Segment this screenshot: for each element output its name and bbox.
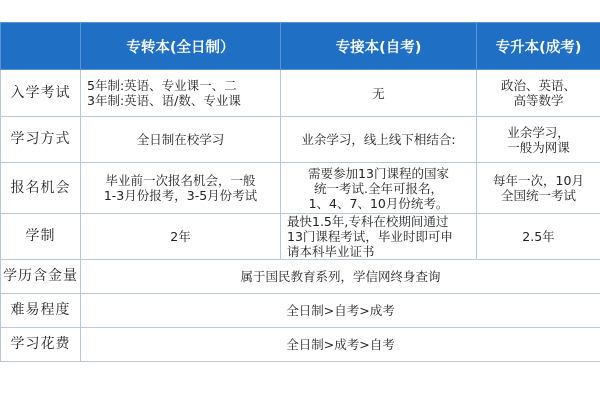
cell-value-merged: 属于国民教育系列，学信网终身查询 [81,260,600,294]
row-label-entrance-exam: 入学考试 [1,70,81,117]
header-row [1,23,600,70]
header-zhuanzhuanben: 专转本(全日制） [81,23,281,70]
table-row [1,294,600,328]
cell-cost-merged: 全日制>成考>自考 [81,328,600,362]
cell-line: 业余学习， [507,124,570,140]
cell-line: 1-3月份报考，3-5月份考试 [103,188,258,203]
comparison-table [0,22,600,362]
cell-mode-zhuanshengben [477,117,600,163]
cell-duration-zhuanjieben [281,214,477,260]
cell-duration-zhuanzhuanben: 2年 [81,214,281,260]
cell-line: 政治、英语、 [500,78,576,93]
cell-line: 一般为网课 [507,139,570,155]
cell-entrance-zhuanshengben [477,70,600,117]
cell-line: 统一考试.全年可报名， [314,180,443,196]
cell-line: 13门课程考试，毕业时即可申 [287,229,453,244]
header-zhuanjieben: 专接本(自考) [281,23,477,70]
cell-difficulty-merged: 全日制>自考>成考 [81,294,600,328]
cell-line: 最快1.5年,专科在校期间通过 [287,214,449,229]
row-label-difficulty: 难易程度 [1,294,81,328]
cell-registration-zhuanshengben [477,163,600,214]
table-row [1,214,600,260]
cell-line: 高等数学 [513,93,564,108]
row-label-duration: 学制 [1,214,81,260]
row-label-registration: 报名机会 [1,163,81,214]
cell-mode-zhuanjieben: 业余学习，线上线下相结合: [281,117,477,163]
table-row [1,328,600,362]
table-row [1,260,600,294]
row-label-study-mode: 学习方式 [1,117,81,163]
table-row [1,70,600,117]
header-corner [1,23,81,70]
cell-line: 3年制:英语、语/数、专业课 [87,93,241,108]
table-row [1,117,600,163]
cell-line: 需要参加13门课程的国家 [308,165,449,181]
row-label-cost: 学习花费 [1,328,81,362]
cell-mode-zhuanzhuanben: 全日制在校学习 [81,117,281,163]
cell-line: 请本科毕业证书 [287,244,375,259]
cell-entrance-zhuanjieben: 无 [281,70,477,117]
cell-line: 5年制:英语、专业课一、二 [87,78,237,93]
row-label-value: 学历含金量 [1,260,81,294]
header-zhuanshengben: 专升本(成考) [477,23,600,70]
cell-line: 1、4、7、10月份统考。 [308,195,449,211]
table-row [1,163,600,214]
cell-entrance-zhuanzhuanben [81,70,281,117]
cell-line: 毕业前一次报名机会，一般 [105,173,256,188]
cell-duration-zhuanshengben: 2.5年 [477,214,600,260]
cell-registration-zhuanzhuanben [81,163,281,214]
cell-line: 每年一次，10月 [493,173,584,188]
cell-registration-zhuanjieben [281,163,477,214]
cell-line: 全国统一考试 [500,188,576,203]
